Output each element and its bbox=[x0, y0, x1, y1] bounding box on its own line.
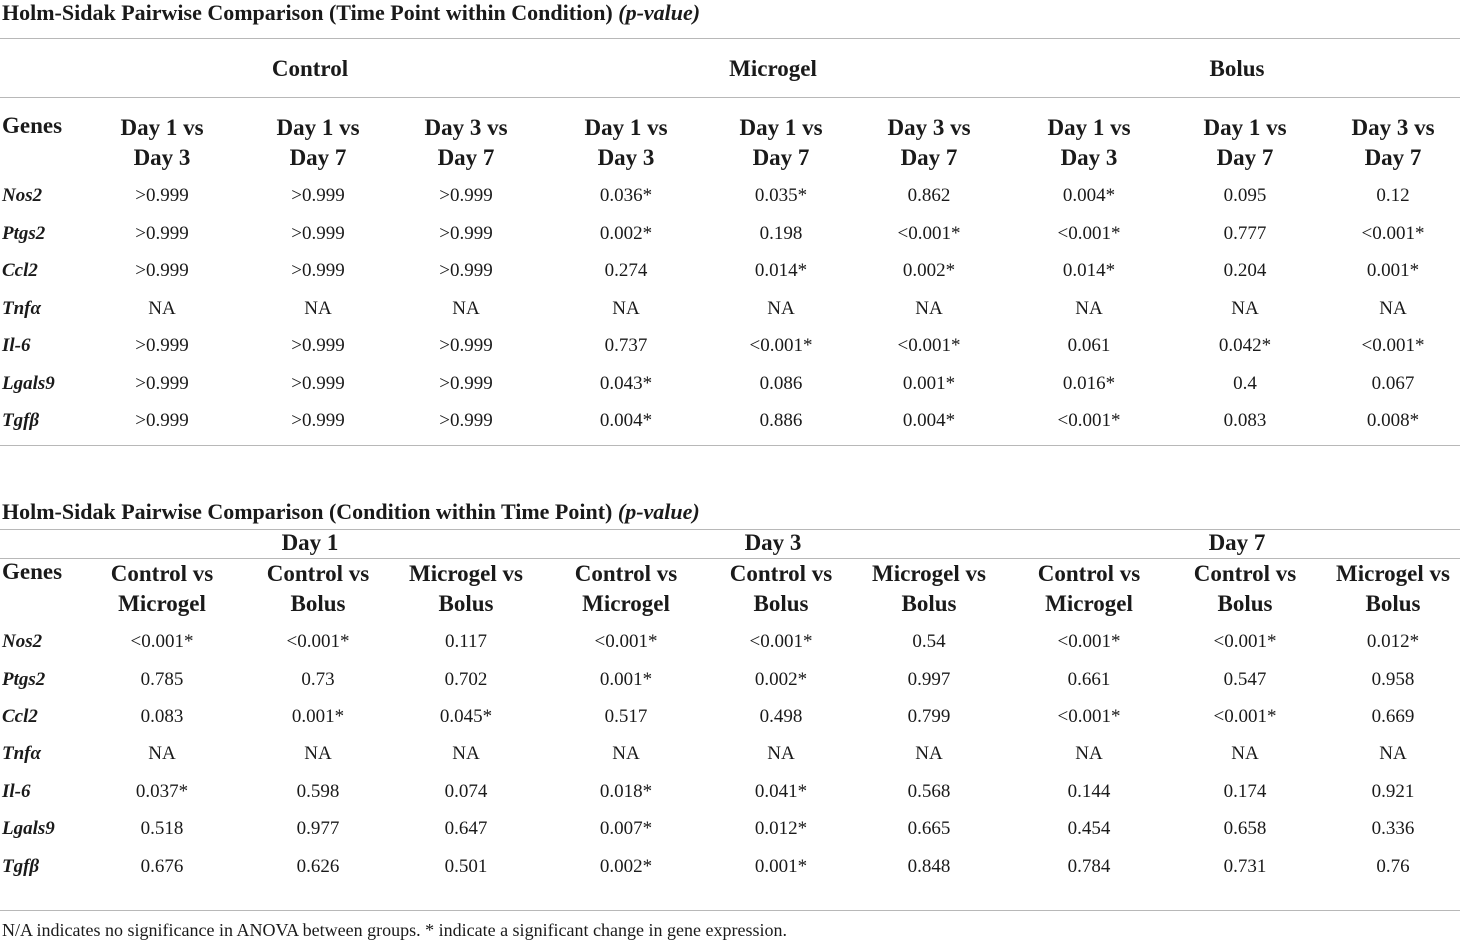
table2-cell: NA bbox=[148, 743, 176, 764]
column-header-line: Bolus bbox=[438, 591, 494, 616]
table2-gene-label: Tgfβ bbox=[2, 856, 40, 877]
table2-column-header bbox=[1194, 559, 1296, 619]
table1-cell: 0.004* bbox=[1062, 185, 1116, 206]
table2-group-header: Day 7 bbox=[1208, 530, 1266, 555]
table1-column-header bbox=[424, 113, 507, 173]
table1-cell: <0.001* bbox=[897, 335, 961, 356]
table1-cell: >0.999 bbox=[291, 373, 345, 394]
table1-cell: >0.999 bbox=[291, 260, 345, 281]
table2-column-header bbox=[1336, 559, 1450, 619]
column-header-line: Bolus bbox=[1217, 591, 1273, 616]
table2-cell: 0.669 bbox=[1371, 706, 1415, 727]
table2-cell: 0.73 bbox=[301, 669, 335, 690]
table1-group-header: Microgel bbox=[729, 56, 817, 81]
column-header-line: Microgel bbox=[582, 591, 670, 616]
table1-cell: 0.014* bbox=[754, 260, 808, 281]
table2-cell: 0.012* bbox=[1366, 631, 1420, 652]
table1-cell: <0.001* bbox=[897, 223, 961, 244]
table2-cell: 0.848 bbox=[907, 856, 951, 877]
table2-cell: 0.498 bbox=[759, 706, 803, 727]
column-header-line: Control vs bbox=[110, 561, 214, 586]
column-header-line: Control vs bbox=[266, 561, 370, 586]
table2-column-header bbox=[409, 559, 523, 619]
column-header-line: Microgel bbox=[118, 591, 206, 616]
table2-column-header bbox=[1038, 559, 1140, 619]
table2-column-header bbox=[730, 559, 832, 619]
table1-cell: NA bbox=[1231, 298, 1259, 319]
table1-cell: >0.999 bbox=[439, 185, 493, 206]
table1-column-header bbox=[1047, 113, 1130, 173]
table2-cell: 0.665 bbox=[907, 818, 951, 839]
table1-gene-label: Ptgs2 bbox=[2, 223, 46, 244]
table2-cell: NA bbox=[304, 743, 332, 764]
table1-cell: 0.001* bbox=[1366, 260, 1420, 281]
column-header-line: Day 1 vs bbox=[120, 115, 204, 140]
table1-cell: <0.001* bbox=[1057, 410, 1121, 431]
table2-cell: 0.041* bbox=[754, 781, 808, 802]
table2-cell: 0.001* bbox=[599, 669, 653, 690]
table2-cell: 0.074 bbox=[444, 781, 488, 802]
column-header-line: Day 7 bbox=[289, 145, 347, 170]
table1-cell: >0.999 bbox=[135, 260, 189, 281]
table1-cell: NA bbox=[304, 298, 332, 319]
table1-cell: >0.999 bbox=[135, 223, 189, 244]
table1-group-header: Bolus bbox=[1209, 56, 1265, 81]
table2-cell: <0.001* bbox=[286, 631, 350, 652]
table2-cell: 0.518 bbox=[140, 818, 184, 839]
table2-cell: 0.661 bbox=[1067, 669, 1111, 690]
table1-column-header bbox=[739, 113, 822, 173]
table2-title: Holm-Sidak Pairwise Comparison (Condition within Time Point) (p-value) bbox=[2, 499, 700, 524]
table2-cell: 0.702 bbox=[444, 669, 488, 690]
table2-cell: 0.002* bbox=[599, 856, 653, 877]
table1-cell: 0.204 bbox=[1223, 260, 1267, 281]
table2-cell: 0.626 bbox=[296, 856, 340, 877]
table1-cell: 0.008* bbox=[1366, 410, 1420, 431]
table1-cell: 0.036* bbox=[599, 185, 653, 206]
table1-column-header bbox=[120, 113, 203, 173]
table1-title: Holm-Sidak Pairwise Comparison (Time Point within Condition) (p-value) bbox=[2, 0, 701, 25]
table2-cell: 0.336 bbox=[1371, 818, 1415, 839]
column-header-line: Day 1 vs bbox=[584, 115, 668, 140]
table2-cell: NA bbox=[452, 743, 480, 764]
table1-cell: NA bbox=[1379, 298, 1407, 319]
table1-cell: 0.083 bbox=[1223, 410, 1267, 431]
table1-cell: 0.067 bbox=[1371, 373, 1415, 394]
table2-cell: 0.454 bbox=[1067, 818, 1111, 839]
column-header-line: Microgel bbox=[1045, 591, 1133, 616]
table1-cell: 0.086 bbox=[759, 373, 803, 394]
table2-cell: 0.501 bbox=[444, 856, 488, 877]
table1-cell: 0.12 bbox=[1376, 185, 1410, 206]
table1-cell: 0.043* bbox=[599, 373, 653, 394]
table2-cell: NA bbox=[1231, 743, 1259, 764]
table1-cell: 0.274 bbox=[604, 260, 648, 281]
table1-cell: >0.999 bbox=[291, 335, 345, 356]
table1-cell: 0.737 bbox=[604, 335, 648, 356]
table2-cell: NA bbox=[1379, 743, 1407, 764]
table2-cell: NA bbox=[915, 743, 943, 764]
table1-cell: >0.999 bbox=[135, 373, 189, 394]
table1-cell: 0.016* bbox=[1062, 373, 1116, 394]
table1-cell: 0.002* bbox=[902, 260, 956, 281]
table1-cell: NA bbox=[612, 298, 640, 319]
table1-group-rule bbox=[0, 97, 1460, 98]
table2-cell: <0.001* bbox=[1213, 706, 1277, 727]
table2-genes-header: Genes bbox=[2, 559, 63, 584]
table2-cell: <0.001* bbox=[749, 631, 813, 652]
table2-column-header bbox=[575, 559, 677, 619]
table2-bottom-rule bbox=[0, 910, 1460, 911]
column-header-line: Day 1 vs bbox=[1047, 115, 1131, 140]
column-header-line: Control vs bbox=[729, 561, 833, 586]
table1-cell: >0.999 bbox=[291, 223, 345, 244]
table2-cell: 0.174 bbox=[1223, 781, 1267, 802]
table1-cell: 0.862 bbox=[907, 185, 951, 206]
table1-cell: >0.999 bbox=[439, 223, 493, 244]
column-header-line: Day 3 bbox=[1060, 145, 1118, 170]
table1-column-header bbox=[1351, 113, 1434, 173]
table1-cell: 0.198 bbox=[759, 223, 803, 244]
table2-cell: 0.799 bbox=[907, 706, 951, 727]
column-header-line: Day 7 bbox=[437, 145, 495, 170]
table1-cell: 0.004* bbox=[902, 410, 956, 431]
table1-cell: >0.999 bbox=[135, 335, 189, 356]
table2-gene-label: Ccl2 bbox=[2, 706, 38, 727]
table2-cell: 0.54 bbox=[912, 631, 946, 652]
table2-gene-label: Ptgs2 bbox=[2, 669, 46, 690]
table2-cell: 0.007* bbox=[599, 818, 653, 839]
table2-cell: 0.001* bbox=[291, 706, 345, 727]
table2-cell: 0.117 bbox=[444, 631, 488, 652]
column-header-line: Day 3 bbox=[133, 145, 191, 170]
table1-cell: NA bbox=[148, 298, 176, 319]
column-header-line: Day 3 bbox=[597, 145, 655, 170]
table2-cell: 0.784 bbox=[1067, 856, 1111, 877]
table2-cell: <0.001* bbox=[1057, 631, 1121, 652]
column-header-line: Bolus bbox=[290, 591, 346, 616]
table1-cell: >0.999 bbox=[439, 260, 493, 281]
table1-group-header: Control bbox=[271, 56, 349, 81]
table2-cell: NA bbox=[767, 743, 795, 764]
column-header-line: Day 7 bbox=[900, 145, 958, 170]
table1-gene-label: Lgals9 bbox=[2, 373, 55, 394]
table2-cell: 0.76 bbox=[1376, 856, 1410, 877]
table2-cell: 0.676 bbox=[140, 856, 184, 877]
table2-cell: 0.517 bbox=[604, 706, 648, 727]
table1-cell: NA bbox=[767, 298, 795, 319]
table1-bottom-rule bbox=[0, 445, 1460, 446]
table1-top-rule bbox=[0, 38, 1460, 39]
table2-cell: 0.958 bbox=[1371, 669, 1415, 690]
column-header-line: Day 1 vs bbox=[1203, 115, 1287, 140]
table1-gene-label: Ccl2 bbox=[2, 260, 38, 281]
column-header-line: Day 7 bbox=[1364, 145, 1422, 170]
table1-cell: >0.999 bbox=[439, 373, 493, 394]
column-header-line: Microgel vs bbox=[872, 561, 986, 586]
table2-cell: 0.018* bbox=[599, 781, 653, 802]
table1-cell: <0.001* bbox=[1361, 335, 1425, 356]
column-header-line: Bolus bbox=[1365, 591, 1421, 616]
column-header-line: Day 3 vs bbox=[424, 115, 508, 140]
table2-cell: <0.001* bbox=[594, 631, 658, 652]
column-header-line: Day 7 bbox=[752, 145, 810, 170]
table2-cell: <0.001* bbox=[1213, 631, 1277, 652]
table1-cell: 0.777 bbox=[1223, 223, 1267, 244]
table2-cell: 0.977 bbox=[296, 818, 340, 839]
table2-cell: 0.037* bbox=[135, 781, 189, 802]
table1-cell: NA bbox=[1075, 298, 1103, 319]
table2-cell: 0.001* bbox=[754, 856, 808, 877]
column-header-line: Day 7 bbox=[1216, 145, 1274, 170]
table1-cell: >0.999 bbox=[291, 410, 345, 431]
table1-column-header bbox=[584, 113, 667, 173]
column-header-line: Control vs bbox=[1037, 561, 1141, 586]
table1-cell: 0.014* bbox=[1062, 260, 1116, 281]
table1-cell: >0.999 bbox=[439, 335, 493, 356]
table1-cell: 0.042* bbox=[1218, 335, 1272, 356]
table2-cell: 0.921 bbox=[1371, 781, 1415, 802]
table2-cell: 0.144 bbox=[1067, 781, 1111, 802]
table2-column-header bbox=[111, 559, 213, 619]
table1-cell: >0.999 bbox=[291, 185, 345, 206]
table1-gene-label: Tgfβ bbox=[2, 410, 40, 431]
table1-gene-label: Nos2 bbox=[2, 185, 43, 206]
table2-cell: 0.547 bbox=[1223, 669, 1267, 690]
table2-cell: <0.001* bbox=[1057, 706, 1121, 727]
table1-cell: 0.004* bbox=[599, 410, 653, 431]
table-footnote: N/A indicates no significance in ANOVA between groups. * indicate a significant change in gene expression. bbox=[2, 920, 787, 940]
table2-cell: 0.568 bbox=[907, 781, 951, 802]
column-header-line: Bolus bbox=[901, 591, 957, 616]
table1-cell: 0.035* bbox=[754, 185, 808, 206]
column-header-line: Day 3 vs bbox=[887, 115, 971, 140]
table2-cell: 0.997 bbox=[907, 669, 951, 690]
table2-gene-label: Lgals9 bbox=[2, 818, 55, 839]
table1-cell: <0.001* bbox=[749, 335, 813, 356]
table1-cell: 0.095 bbox=[1223, 185, 1267, 206]
table2-cell: 0.012* bbox=[754, 818, 808, 839]
column-header-line: Day 1 vs bbox=[276, 115, 360, 140]
table2-cell: 0.647 bbox=[444, 818, 488, 839]
table2-cell: 0.045* bbox=[439, 706, 493, 727]
table1-cell: >0.999 bbox=[439, 410, 493, 431]
table2-cell: 0.002* bbox=[754, 669, 808, 690]
table2-cell: 0.083 bbox=[140, 706, 184, 727]
table1-column-header bbox=[276, 113, 359, 173]
table2-group-header: Day 3 bbox=[744, 530, 802, 555]
table1-cell: <0.001* bbox=[1361, 223, 1425, 244]
table1-cell: 0.061 bbox=[1067, 335, 1111, 356]
table1-cell: NA bbox=[452, 298, 480, 319]
table1-cell: 0.002* bbox=[599, 223, 653, 244]
table1-column-header bbox=[887, 113, 970, 173]
table2-column-header bbox=[267, 559, 369, 619]
table1-cell: >0.999 bbox=[135, 185, 189, 206]
table2-cell: NA bbox=[1075, 743, 1103, 764]
table1-cell: 0.886 bbox=[759, 410, 803, 431]
column-header-line: Control vs bbox=[1193, 561, 1297, 586]
table1-cell: <0.001* bbox=[1057, 223, 1121, 244]
column-header-line: Day 1 vs bbox=[739, 115, 823, 140]
column-header-line: Microgel vs bbox=[409, 561, 523, 586]
table1-gene-label: Tnfα bbox=[2, 298, 42, 319]
table2-cell: <0.001* bbox=[130, 631, 194, 652]
table1-cell: NA bbox=[915, 298, 943, 319]
column-header-line: Day 3 vs bbox=[1351, 115, 1435, 140]
table2-cell: NA bbox=[612, 743, 640, 764]
column-header-line: Control vs bbox=[574, 561, 678, 586]
table2-gene-label: Il-6 bbox=[2, 781, 31, 802]
table2-gene-label: Nos2 bbox=[2, 631, 43, 652]
table1-column-header bbox=[1203, 113, 1286, 173]
table2-cell: 0.785 bbox=[140, 669, 184, 690]
table1-gene-label: Il-6 bbox=[2, 335, 31, 356]
table2-cell: 0.598 bbox=[296, 781, 340, 802]
table2-cell: 0.658 bbox=[1223, 818, 1267, 839]
table2-group-header: Day 1 bbox=[281, 530, 339, 555]
table2-cell: 0.731 bbox=[1223, 856, 1267, 877]
table1-genes-header: Genes bbox=[2, 113, 63, 138]
table1-cell: >0.999 bbox=[135, 410, 189, 431]
table2-gene-label: Tnfα bbox=[2, 743, 42, 764]
table1-cell: 0.4 bbox=[1233, 373, 1257, 394]
column-header-line: Bolus bbox=[753, 591, 809, 616]
column-header-line: Microgel vs bbox=[1336, 561, 1450, 586]
table1-cell: 0.001* bbox=[902, 373, 956, 394]
table2-column-header bbox=[872, 559, 986, 619]
